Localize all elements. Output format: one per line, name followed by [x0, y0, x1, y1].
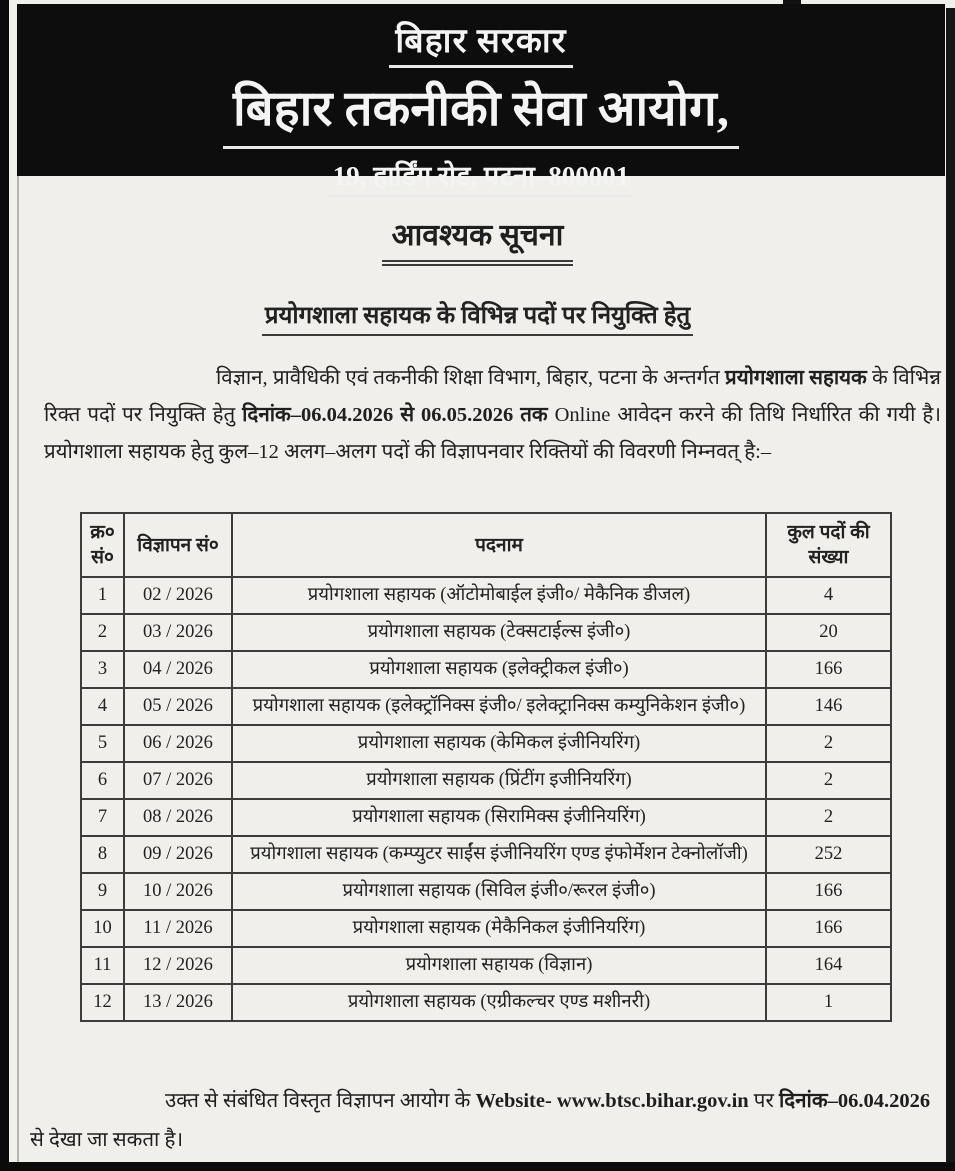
cell-total-posts: 2 [766, 762, 891, 799]
address-line [17, 156, 945, 197]
cell-advt-no: 13 / 2026 [124, 984, 232, 1021]
footer-website-text: Website- www.btsc.bihar.gov.in [475, 1090, 749, 1112]
cell-serial-no: 10 [81, 910, 124, 947]
cell-total-posts: 146 [766, 688, 891, 725]
footer-part3: से देखा जा सकता है। [30, 1129, 184, 1151]
cell-advt-no: 02 / 2026 [124, 577, 232, 614]
cell-post-name: प्रयोगशाला सहायक (इलेक्ट्रीकल इंजी०) [232, 651, 766, 688]
cell-post-name: प्रयोगशाला सहायक (इलेक्ट्रॉनिक्स इंजी०/ इलेक्ट्रानिक्स कम्युनिकेशन इंजी०) [232, 688, 766, 725]
commission-title [17, 74, 945, 149]
footer-part1: उक्त से संबंधित विस्तृत विज्ञापन आयोग के [165, 1090, 476, 1112]
header-banner [17, 4, 945, 191]
notice-title-text: आवश्यक सूचना [382, 213, 574, 266]
table-row [81, 688, 891, 725]
address-text: 19, हार्डिंग रोड, पटना–800001 [329, 156, 634, 197]
cell-post-name: प्रयोगशाला सहायक (कम्प्युटर साईंस इंजीनियरिंग एण्ड इंफोर्मेशन टेक्नोलॉजी) [232, 836, 766, 873]
header-advt-no: विज्ञापन सं० [124, 513, 232, 577]
footer-part2: पर [748, 1090, 779, 1112]
subject-heading [0, 298, 955, 336]
cell-serial-no: 7 [81, 799, 124, 836]
header-total-posts: कुल पदों की संख्या [766, 513, 891, 577]
cell-advt-no: 10 / 2026 [124, 873, 232, 910]
cell-advt-no: 04 / 2026 [124, 651, 232, 688]
cell-advt-no: 05 / 2026 [124, 688, 232, 725]
cell-total-posts: 2 [766, 799, 891, 836]
cell-total-posts: 1 [766, 984, 891, 1021]
table-row [81, 577, 891, 614]
government-title [17, 16, 945, 68]
table-row [81, 947, 891, 984]
photo-edge-bottom [0, 1162, 955, 1171]
footer-paragraph [30, 1082, 942, 1160]
cell-advt-no: 03 / 2026 [124, 614, 232, 651]
cell-advt-no: 09 / 2026 [124, 836, 232, 873]
cell-serial-no: 11 [81, 947, 124, 984]
cell-serial-no: 6 [81, 762, 124, 799]
footer-date-text: दिनांक–06.04.2026 [778, 1090, 931, 1112]
intro-bold-post: प्रयोगशाला सहायक [725, 367, 867, 389]
header-serial-no: क्र० सं० [81, 513, 124, 577]
cell-advt-no: 11 / 2026 [124, 910, 232, 947]
cell-post-name: प्रयोगशाला सहायक (विज्ञान) [232, 947, 766, 984]
cell-serial-no: 3 [81, 651, 124, 688]
intro-paragraph [44, 360, 941, 471]
cell-total-posts: 166 [766, 651, 891, 688]
table-row [81, 651, 891, 688]
notice-title [0, 213, 955, 266]
cell-total-posts: 4 [766, 577, 891, 614]
cell-serial-no: 9 [81, 873, 124, 910]
photo-edge-right [946, 8, 955, 1171]
table-row [81, 725, 891, 762]
cell-post-name: प्रयोगशाला सहायक (केमिकल इंजीनियरिंग) [232, 725, 766, 762]
intro-bold-dates: दिनांक–06.04.2026 से 06.05.2026 तक [242, 404, 548, 426]
cell-post-name: प्रयोगशाला सहायक (सिरामिक्स इंजीनियरिंग) [232, 799, 766, 836]
cell-serial-no: 1 [81, 577, 124, 614]
cell-post-name: प्रयोगशाला सहायक (ऑटोमोबाईल इंजी०/ मेकैनिक डीजल) [232, 577, 766, 614]
cell-serial-no: 8 [81, 836, 124, 873]
cell-total-posts: 20 [766, 614, 891, 651]
cell-serial-no: 2 [81, 614, 124, 651]
table-row [81, 614, 891, 651]
header-post-name: पदनाम [232, 513, 766, 577]
vacancy-table [80, 512, 892, 1022]
intro-part1: विज्ञान, प्रावैधिकी एवं तकनीकी शिक्षा विभाग, बिहार, पटना के अन्तर्गत [216, 367, 726, 389]
table-row [81, 984, 891, 1021]
table-row [81, 836, 891, 873]
cell-total-posts: 166 [766, 873, 891, 910]
cell-advt-no: 12 / 2026 [124, 947, 232, 984]
table-row [81, 910, 891, 947]
cell-post-name: प्रयोगशाला सहायक (एग्रीकल्चर एण्ड मशीनरी) [232, 984, 766, 1021]
commission-title-text: बिहार तकनीकी सेवा आयोग, [223, 74, 739, 149]
subject-heading-text: प्रयोगशाला सहायक के विभिन्न पदों पर नियुक्ति हेतु [262, 298, 693, 336]
cell-advt-no: 06 / 2026 [124, 725, 232, 762]
cell-serial-no: 5 [81, 725, 124, 762]
table-header-row [81, 513, 891, 577]
intro-part3: Online आवेदन करने की तिथि निर्धारित की गयी है। प्रयोगशाला सहायक हेतु कुल–12 अलग–अलग पदों की विज्ञापनवार रिक्तियों की विवरणी निम्नवत् है:– [44, 404, 941, 463]
cell-advt-no: 07 / 2026 [124, 762, 232, 799]
table-row [81, 799, 891, 836]
cell-post-name: प्रयोगशाला सहायक (प्रिंटींग इजीनियरिंग) [232, 762, 766, 799]
cell-post-name: प्रयोगशाला सहायक (मेकैनिकल इंजीनियरिंग) [232, 910, 766, 947]
cell-serial-no: 4 [81, 688, 124, 725]
table-row [81, 762, 891, 799]
cell-post-name: प्रयोगशाला सहायक (टेक्सटाईल्स इंजी०) [232, 614, 766, 651]
intro-part2: के विभिन्न रिक्त पदों पर नियुक्ति हेतु [44, 367, 941, 426]
cell-total-posts: 164 [766, 947, 891, 984]
photo-edge-left [0, 0, 9, 1171]
cell-total-posts: 2 [766, 725, 891, 762]
cell-total-posts: 166 [766, 910, 891, 947]
government-title-text: बिहार सरकार [389, 16, 572, 68]
cell-post-name: प्रयोगशाला सहायक (सिविल इंजी०/रूरल इंजी०) [232, 873, 766, 910]
cell-advt-no: 08 / 2026 [124, 799, 232, 836]
table-row [81, 873, 891, 910]
cell-serial-no: 12 [81, 984, 124, 1021]
cell-total-posts: 252 [766, 836, 891, 873]
